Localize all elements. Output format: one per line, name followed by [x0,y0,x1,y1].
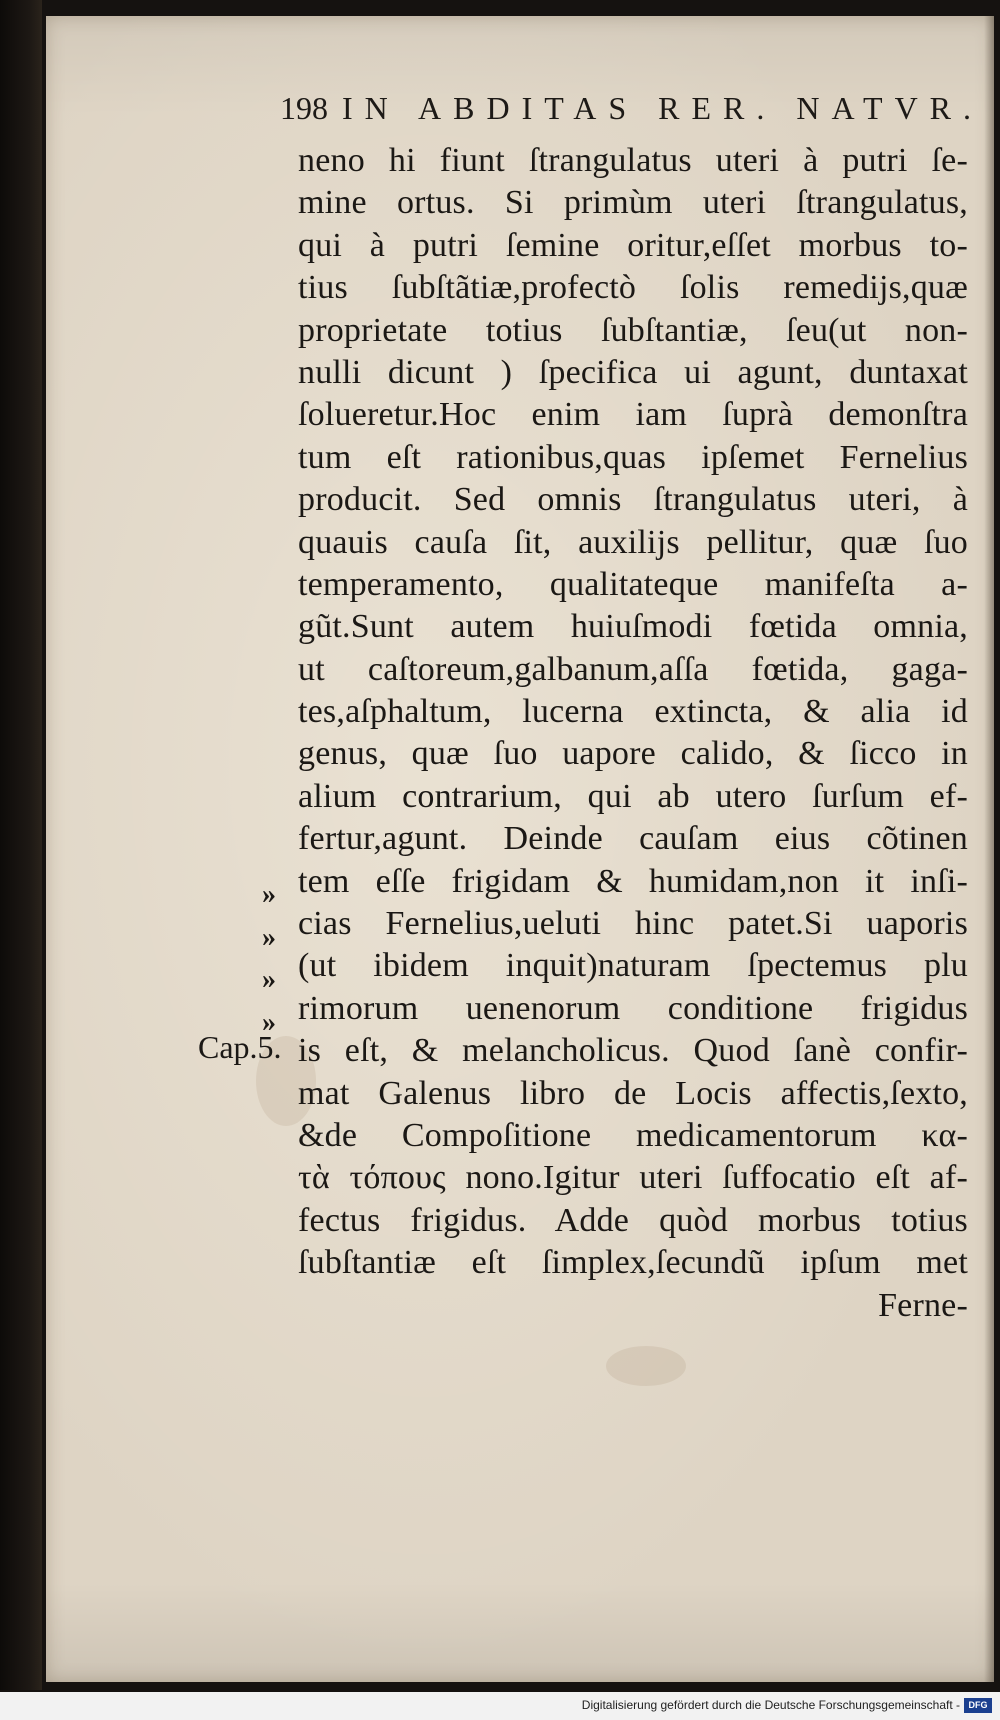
text-line: fectus frigidus. Adde quòd morbus totius [298,1201,968,1239]
text-line: τὰ τόπους nono.Igitur uteri ſuffocatio eſt af- [298,1159,968,1197]
quotation-mark: » [262,879,276,910]
catchword: Ferne- [878,1286,968,1324]
text-line: &de Compoſitione medicamentorum κα- [298,1116,968,1154]
text-line: qui à putri ſemine oritur,eſſet morbus to- [298,226,968,264]
quotation-mark: » [262,964,276,995]
text-line: genus, quæ ſuo uapore calido, & ſicco in [298,735,968,773]
text-line: fertur,agunt. Deinde cauſam eius cõtinen [298,820,968,858]
text-line: rimorum uenenorum conditione frigidus [298,989,968,1027]
marginal-note: Cap.5. [198,1029,282,1065]
running-header [280,90,983,127]
quotation-mark: » [262,1007,276,1038]
text-line: quauis cauſa ſit, auxilijs pellitur, quæ ſuo [298,523,968,561]
text-line: alium contrarium, qui ab utero ſurſum ef- [298,777,968,815]
text-line: ſolueretur.Hoc enim iam ſuprà demonſtra [298,396,968,434]
text-line: ut caſtoreum,galbanum,aſſa fœtida, gaga- [298,650,968,688]
page-number: 198 [280,90,328,126]
text-line: neno hi fiunt ſtrangulatus uteri à putri ſe- [298,142,968,179]
quotation-mark: » [262,922,276,953]
text-line: producit. Sed omnis ſtrangulatus uteri, à [298,481,968,519]
text-line: tius ſubſtãtiæ,profectò ſolis remedijs,quæ [298,269,968,307]
text-line: temperamento, qualitateque manifeſta a- [298,565,968,603]
book-edge [0,0,42,1690]
text-line: proprietate totius ſubſtantiæ, ſeu(ut non- [298,311,968,349]
text-line: gũt.Sunt autem huiuſmodi fœtida omnia, [298,608,968,646]
text-line: tes,aſphaltum, lucerna extincta, & alia id [298,693,968,731]
dfg-logo: DFG [964,1698,992,1713]
running-head-title: IN ABDITAS RER. NATVR. [342,90,984,126]
text-line: cias Fernelius,ueluti hinc patet.Si uaporis [298,905,968,943]
funding-credit: Digitalisierung gefördert durch die Deutsche Forschungsgemeinschaft - [581,1698,960,1712]
text-line: (ut ibidem inquit)naturam ſpectemus plu [298,947,968,985]
body-text [298,140,968,1327]
text-line: tum eſt rationibus,quas ipſemet Fernelius [298,438,968,476]
paper-stain [606,1346,686,1386]
text-line: nulli dicunt ) ſpecifica ui agunt, duntaxat [298,353,968,391]
page-gutter-shadow [984,16,994,1682]
text-line: mine ortus. Si primùm uteri ſtrangulatus, [298,184,968,222]
text-line: ſubſtantiæ eſt ſimplex,ſecundũ ipſum met [298,1244,968,1282]
text-line: mat Galenus libro de Locis affectis,ſexto, [298,1074,968,1112]
text-line: is eſt, & melancholicus. Quod ſanè confir- [298,1032,968,1070]
text-line: tem eſſe frigidam & humidam,non it inſi- [298,862,968,900]
digitization-footer [0,1692,1000,1720]
